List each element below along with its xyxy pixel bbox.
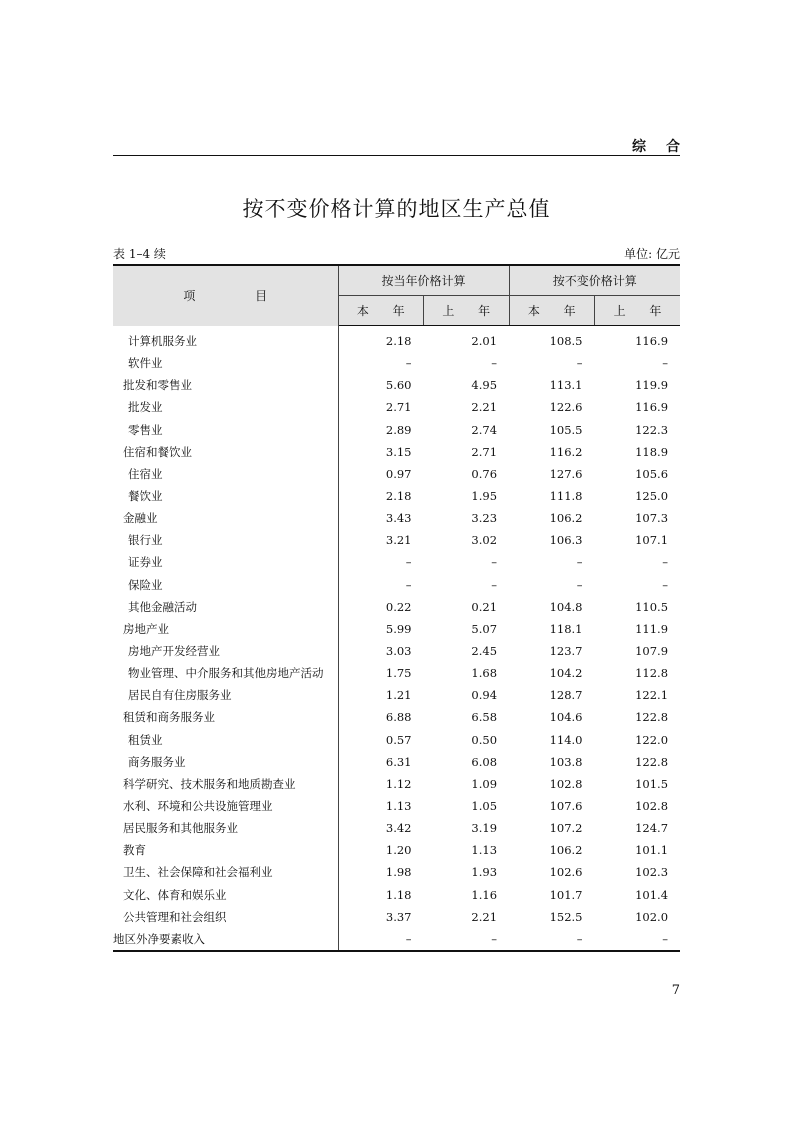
row-value: – [405,356,412,371]
row-value: 113.1 [549,378,583,393]
row-value: 102.8 [549,776,583,791]
row-value: – [595,928,681,951]
row-value: 2.74 [471,422,498,437]
current-price-group-header: 按当年价格计算 [338,265,509,296]
row-value: 1.13 [385,799,412,814]
table-body [113,326,680,951]
row-value: 118.1 [549,621,583,636]
row-value: 2.71 [385,400,412,415]
table-id: 表 1–4 续 [113,247,166,261]
row-value: 2.89 [385,422,412,437]
row-value: 4.95 [471,378,498,393]
row-label: 批发业 [113,396,338,418]
row-value: 5.99 [385,621,412,636]
row-value: 3.43 [385,511,412,526]
row-value: – [576,555,583,570]
row-value: 2.01 [471,334,498,349]
row-value: – [662,577,669,592]
row-value: 3.02 [471,533,498,548]
row-value: 0.97 [385,466,412,481]
row-value: 2.18 [385,489,412,504]
row-value: – [662,356,669,371]
row-value: 111.8 [549,489,583,504]
page-title: 按不变价格计算的地区生产总值 [242,197,551,221]
row-value: 2.21 [471,909,498,924]
row-value: 104.2 [549,666,583,681]
row-label: 物业管理、中介服务和其他房地产活动 [113,662,338,684]
row-value: 6.58 [471,710,498,725]
row-label: 金融业 [113,507,338,529]
row-value: 127.6 [549,466,583,481]
row-value: 108.5 [549,334,583,349]
table-row [113,640,680,662]
row-value: 101.5 [635,776,669,791]
row-value: – [338,928,424,951]
table-row [113,906,680,928]
row-label: 住宿业 [113,463,338,485]
row-value: 2.18 [385,334,412,349]
row-value: 5.07 [471,621,498,636]
row-value: 122.8 [635,710,669,725]
row-value: 104.8 [549,599,583,614]
row-value: 112.8 [635,666,669,681]
row-value: 125.0 [635,489,669,504]
row-label: 卫生、社会保障和社会福利业 [113,861,338,883]
row-value: 118.9 [635,444,669,459]
table-row [113,596,680,618]
row-value: 2.45 [471,644,498,659]
row-label: 地区外净要素收入 [113,928,338,951]
row-value: 1.20 [385,843,412,858]
item-column-header: 项 目 [113,265,338,326]
row-label: 其他金融活动 [113,596,338,618]
row-value: 1.98 [385,865,412,880]
row-value: 103.8 [549,754,583,769]
row-value: 107.1 [635,533,669,548]
constant-price-group-header: 按不变价格计算 [509,265,680,296]
row-value: 6.31 [385,754,412,769]
table-row [113,463,680,485]
row-label: 房地产业 [113,618,338,640]
row-value: 119.9 [635,378,669,393]
row-label: 科学研究、技术服务和地质勘查业 [113,773,338,795]
table-row [113,662,680,684]
row-value: – [405,555,412,570]
table-row [113,861,680,883]
row-label: 居民服务和其他服务业 [113,817,338,839]
row-value: 3.42 [385,821,412,836]
table-row [113,729,680,751]
constant-this-year-header: 本 年 [509,296,595,326]
row-value: 0.94 [471,688,498,703]
table-row [113,884,680,906]
row-value: 101.7 [549,887,583,902]
row-value: 110.5 [635,599,669,614]
row-label: 零售业 [113,419,338,441]
row-value: 102.6 [549,865,583,880]
row-value: – [491,356,498,371]
table-row [113,839,680,861]
row-value: 107.9 [635,644,669,659]
row-value: 102.3 [635,865,669,880]
row-label: 租赁和商务服务业 [113,706,338,728]
table-row [113,706,680,728]
row-label: 房地产开发经营业 [113,640,338,662]
row-value: 1.12 [385,776,412,791]
row-value: 1.05 [471,799,498,814]
row-label: 证券业 [113,551,338,573]
row-value: 122.8 [635,754,669,769]
table-row [113,529,680,551]
row-label: 计算机服务业 [113,326,338,353]
row-value: 107.2 [549,821,583,836]
row-value: – [424,928,510,951]
row-label: 软件业 [113,352,338,374]
row-value: 122.0 [635,732,669,747]
row-value: 122.3 [635,422,669,437]
row-label: 餐饮业 [113,485,338,507]
row-value: 1.16 [471,887,498,902]
row-label: 水利、环境和公共设施管理业 [113,795,338,817]
row-value: 105.5 [549,422,583,437]
row-label: 批发和零售业 [113,374,338,396]
row-value: 2.71 [471,444,498,459]
current-this-year-header: 本 年 [338,296,424,326]
row-value: 3.37 [385,909,412,924]
row-value: – [576,356,583,371]
row-value: 3.19 [471,821,498,836]
row-label: 居民自有住房服务业 [113,684,338,706]
gdp-table [113,264,680,952]
row-value: – [576,577,583,592]
row-value: 1.75 [385,666,412,681]
row-value: 104.6 [549,710,583,725]
current-last-year-header: 上 年 [424,296,510,326]
row-value: 116.2 [549,444,583,459]
row-value: – [491,577,498,592]
row-value: 122.6 [549,400,583,415]
row-value: 0.57 [385,732,412,747]
section-tag: 综合 [632,139,700,155]
row-value: 152.5 [549,909,583,924]
table-row [113,485,680,507]
row-value: – [662,555,669,570]
row-value: 101.1 [635,843,669,858]
table-row [113,352,680,374]
row-value: 124.7 [635,821,669,836]
row-value: – [491,555,498,570]
table-row [113,795,680,817]
row-value: 0.76 [471,466,498,481]
row-label: 保险业 [113,574,338,596]
row-value: 114.0 [549,732,583,747]
unit-label: 单位: 亿元 [624,247,680,261]
table-row [113,773,680,795]
table-row [113,551,680,573]
table-row [113,374,680,396]
row-value: 2.21 [471,400,498,415]
row-value: 1.68 [471,666,498,681]
table-row [113,326,680,353]
table-row [113,684,680,706]
row-value: 3.21 [385,533,412,548]
row-value: 1.93 [471,865,498,880]
table-row [113,618,680,640]
row-label: 住宿和餐饮业 [113,441,338,463]
table-row [113,574,680,596]
row-label: 租赁业 [113,729,338,751]
row-value: 0.21 [471,599,498,614]
row-value: 116.9 [635,334,669,349]
row-value: 111.9 [635,621,669,636]
row-value: 116.9 [635,400,669,415]
row-value: 1.13 [471,843,498,858]
row-value: 106.2 [549,511,583,526]
row-label: 公共管理和社会组织 [113,906,338,928]
table-row [113,419,680,441]
table-row [113,507,680,529]
row-value: 106.3 [549,533,583,548]
table-row [113,817,680,839]
row-value: 123.7 [549,644,583,659]
table-row [113,928,680,951]
row-value: 1.18 [385,887,412,902]
row-label: 文化、体育和娱乐业 [113,884,338,906]
row-value: 0.50 [471,732,498,747]
table-row [113,441,680,463]
row-value: 3.15 [385,444,412,459]
row-value: 101.4 [635,887,669,902]
constant-last-year-header: 上 年 [595,296,681,326]
row-value: 3.23 [471,511,498,526]
row-value: 1.21 [385,688,412,703]
row-value: – [405,577,412,592]
row-label: 商务服务业 [113,751,338,773]
row-value: 107.6 [549,799,583,814]
row-value: 107.3 [635,511,669,526]
row-value: 1.09 [471,776,498,791]
table-row [113,396,680,418]
page-number: 7 [671,983,680,998]
header-rule [113,155,680,156]
table-row [113,751,680,773]
row-value: 3.03 [385,644,412,659]
row-value: 106.2 [549,843,583,858]
row-value: – [509,928,595,951]
row-value: 128.7 [549,688,583,703]
row-value: 102.0 [635,909,669,924]
row-value: 105.6 [635,466,669,481]
row-value: 1.95 [471,489,498,504]
row-value: 5.60 [385,378,412,393]
row-value: 0.22 [385,599,412,614]
row-value: 102.8 [635,799,669,814]
row-label: 银行业 [113,529,338,551]
row-label: 教育 [113,839,338,861]
row-value: 6.88 [385,710,412,725]
row-value: 122.1 [635,688,669,703]
row-value: 6.08 [471,754,498,769]
